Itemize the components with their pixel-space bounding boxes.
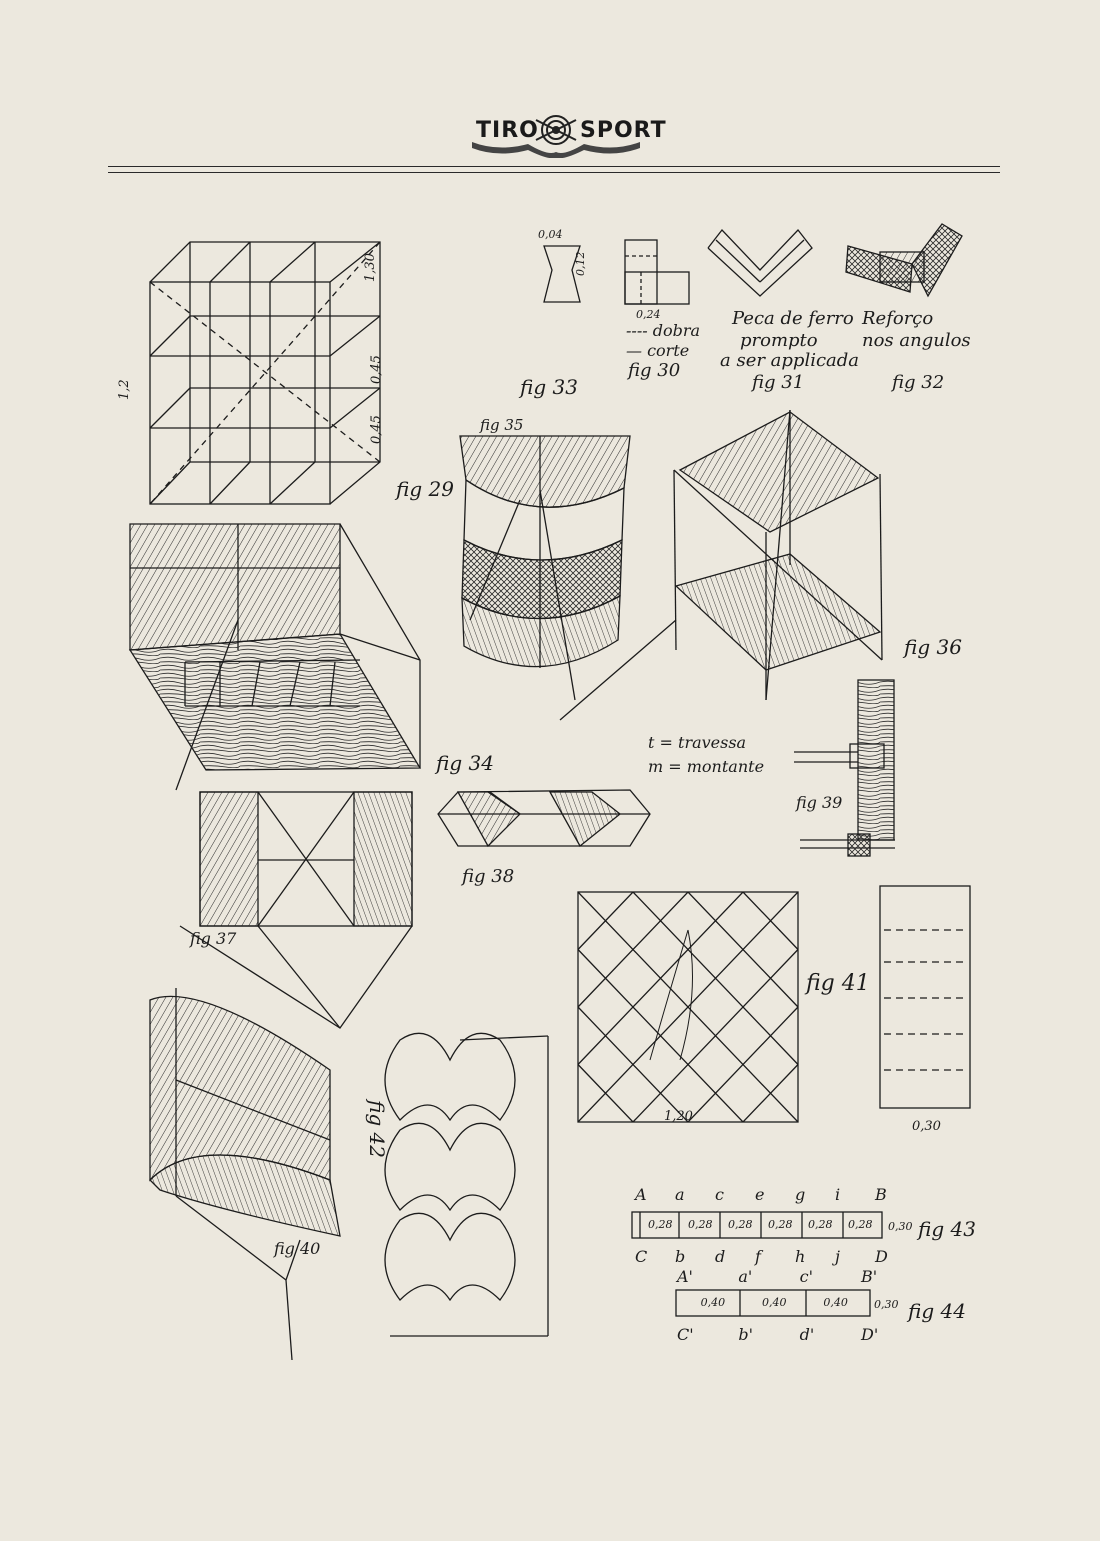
logo-text-left: TIRO [476,118,539,143]
fig43-segment-label: 0,28 [688,1218,713,1231]
side-frame-drawing [880,886,970,1108]
fig32-label: fig 32 [892,372,945,393]
fig44-label: fig 44 [908,1299,966,1323]
fig29-dim-right: 1,30 [363,253,378,282]
logo-text-right: SPORT [580,118,667,143]
fig33-curved-cell-drawing [460,436,630,700]
fig44-segment-label: 0,40 [700,1296,726,1309]
fig29-box-frame-drawing [150,242,380,504]
fig44-letters [675,1267,878,1344]
fig44-top-letter: a' [738,1267,753,1286]
fig40-label: fig 40 [274,1239,321,1258]
fig43-segment-label: 0,28 [848,1218,873,1231]
fig43-bottom-letter: C [635,1247,648,1266]
fig44-bottom-letter: D' [861,1325,879,1344]
fig43-label: fig 43 [918,1217,976,1241]
fig29-label: fig 29 [396,477,454,501]
fig43-top-letter: c [715,1185,724,1204]
fig38-label: fig 38 [462,866,515,887]
fig43-segment-label: 0,28 [648,1218,673,1231]
side-frame-dim-bottom: 0,30 [912,1119,941,1134]
fig37-label: fig 37 [190,929,237,948]
lattice-line [798,892,1018,1122]
fig34-box-kite-drawing [130,524,420,790]
fig30-dim-side: 0,12 [574,251,587,276]
fig32-caption-2: nos angulos [862,330,971,351]
fig31-caption-3: a ser applicada [720,350,860,371]
fig32-caption-1: Reforço [862,308,934,329]
fig29-dim-vertical: 1,2 [117,379,132,400]
fig31-iron-piece-drawing [708,230,812,296]
fig39-joint-detail-drawing [794,680,895,856]
fig30-legend-fold: ---- dobra [626,321,701,340]
fig30-legend-cut: — corte [626,341,690,360]
fig43-bottom-letter: f [755,1247,761,1266]
fig43-segment-label: 0,28 [768,1218,793,1231]
fig43-bottom-letter: h [795,1247,806,1266]
fig43-top-letter: i [835,1185,841,1204]
fig43-top-letter: g [795,1185,806,1204]
fig31-caption-2: prompto [740,330,818,351]
fig44-bottom-letter: b' [738,1325,753,1344]
fig43-top-letter: a [675,1185,685,1204]
fig32-corner-reinforcement-drawing [846,224,962,296]
fig44-top-letter: B' [861,1267,878,1286]
fig34-label: fig 34 [436,751,494,775]
fig43-height: 0,30 [888,1220,913,1233]
fig41-label: fig 41 [806,971,870,996]
fig35-label: fig 35 [480,416,524,434]
fig42-label: fig 42 [365,1100,389,1158]
fig43-bottom-letter: D [875,1247,888,1266]
fig43-bottom-letter: b [675,1247,686,1266]
fig33-label: fig 33 [520,375,578,399]
fig43-top-letter: B [875,1185,887,1204]
fig40-tilted-kite-drawing [150,988,340,1360]
fig36-label: fig 36 [904,635,962,659]
fig43-segment-label: 0,28 [808,1218,833,1231]
fig41-dim-bottom: 1,20 [664,1109,693,1124]
fig39-label: fig 39 [796,793,843,812]
fig30-dim-bottom: 0,24 [636,308,661,321]
fig42-serpentine-drawing [385,1033,548,1336]
fig31-label: fig 31 [752,372,805,393]
fig43-segment-label: 0,28 [728,1218,753,1231]
fig30-metal-piece-drawing [544,240,689,304]
fig43-top-letter: A [635,1185,647,1204]
legend-line2: m = montante [648,757,765,776]
fig30-dim-top: 0,04 [538,228,563,241]
fig43-bottom-letter: j [835,1247,840,1266]
fig43-bottom-letter: d [715,1247,726,1266]
fig43-top-letter: e [755,1185,765,1204]
fig44-height: 0,30 [874,1298,899,1311]
fig44-segment-label: 0,40 [762,1296,787,1309]
legend-line1: t = travessa [648,733,747,752]
fig29-dim-right3: 0,45 [369,415,384,444]
fig30-label: fig 30 [628,360,681,381]
fig31-caption-1: Peca de ferro [732,308,854,329]
fig37-flat-frame-drawing [180,792,412,1028]
lattice-line [798,892,1018,1122]
fig44-segment-label: 0,40 [823,1296,848,1309]
fig44-top-letter: A' [677,1267,693,1286]
fig44-top-letter: c' [799,1267,814,1286]
fig44-bottom-letter: d' [799,1325,815,1344]
fig44-bottom-letter: C' [677,1325,694,1344]
fig41-square-lattice-drawing [358,892,1018,1122]
fig29-dim-right2: 0,45 [369,355,384,384]
fig38-prism-kite-drawing [438,790,650,846]
